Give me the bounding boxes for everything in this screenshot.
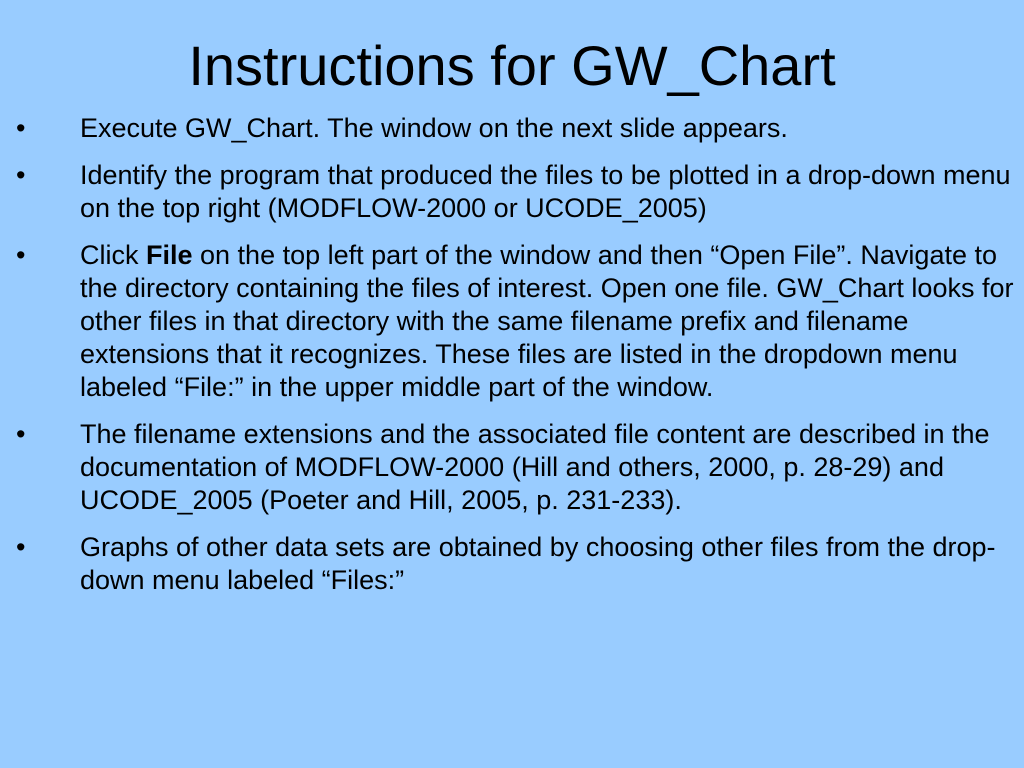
bullet-icon: • bbox=[16, 419, 26, 449]
bullet-icon: • bbox=[16, 160, 26, 190]
bullet-text: The filename extensions and the associated file content are described in the documentation of MODFLOW-2000 (Hill and others, 2000, p. 28-29) and UCODE_2005 (Poeter and Hill, 2005, p. 231-233). bbox=[80, 419, 990, 515]
bullet-text: Execute GW_Chart. The window on the next slide appears. bbox=[80, 113, 788, 143]
bullet-item-identify-program bbox=[0, 159, 1024, 225]
slide-title: Instructions for GW_Chart bbox=[188, 34, 836, 97]
bullet-icon: • bbox=[16, 113, 26, 143]
bullet-text-prefix: Click bbox=[80, 240, 146, 270]
bullet-text: Graphs of other data sets are obtained by choosing other files from the drop-down menu labeled “Files:” bbox=[80, 532, 996, 595]
bullet-text: Identify the program that produced the files to be plotted in a drop-down menu on the top right (MODFLOW-2000 or UCODE_2005) bbox=[80, 160, 1011, 223]
bullet-item-execute bbox=[0, 112, 1024, 145]
bullet-item-other-data-sets bbox=[0, 531, 1024, 597]
bullet-item-filename-extensions bbox=[0, 418, 1024, 517]
bullet-text-bold-file: File bbox=[146, 240, 193, 270]
bullet-icon: • bbox=[16, 532, 26, 562]
bullet-icon: • bbox=[16, 240, 26, 270]
bullet-item-open-file bbox=[0, 239, 1024, 404]
bullet-text-suffix: on the top left part of the window and then “Open File”. Navigate to the directory containing the files of interest. Open one file. GW_Chart looks for other files in that directory with the same filename prefix and filename extensions that it recognizes. These files are listed in the dropdown menu labeled “File:” in the upper middle part of the window. bbox=[80, 240, 1014, 402]
bullet-list bbox=[0, 112, 1024, 611]
